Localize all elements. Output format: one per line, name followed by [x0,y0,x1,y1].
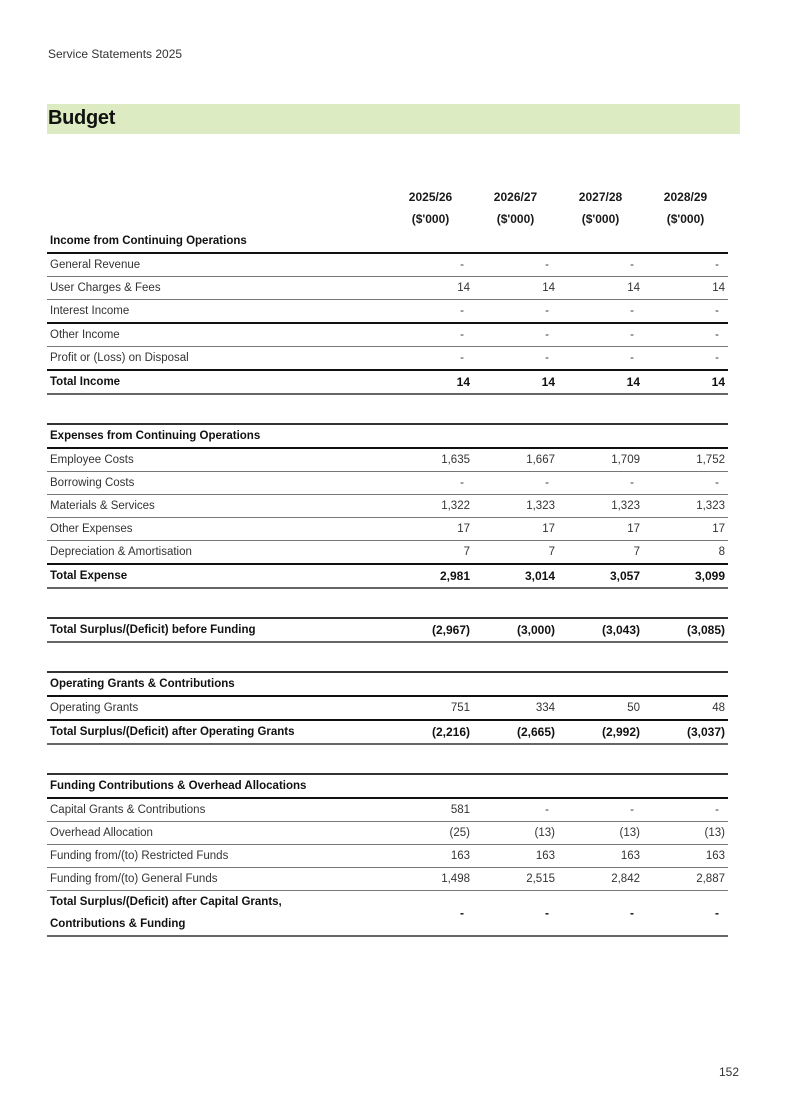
section-heading-income [47,230,728,253]
row-label: Funding from/(to) Restricted Funds [47,845,388,868]
cell-value: 1,667 [473,448,558,472]
cell-value: - [643,798,728,822]
cell-value: - [643,253,728,277]
cell-value: 14 [473,370,558,394]
table-row [47,472,728,495]
section-heading-label: Operating Grants & Contributions [47,672,728,696]
cell-value: 1,323 [473,495,558,518]
row-label: Interest Income [47,300,388,324]
row-label: General Revenue [47,253,388,277]
cell-value: - [643,891,728,937]
cell-value: 7 [388,541,473,565]
section-heading-label: Funding Contributions & Overhead Allocations [47,774,728,798]
cell-value: 1,323 [558,495,643,518]
cell-value: 581 [388,798,473,822]
row-label: Total Income [47,370,388,394]
cell-value: 163 [643,845,728,868]
cell-value: 163 [473,845,558,868]
cell-value: 17 [473,518,558,541]
cell-value: 2,842 [558,868,643,891]
row-label: Overhead Allocation [47,822,388,845]
cell-value: - [558,347,643,371]
cell-value: - [643,300,728,324]
column-header-2028-29 [643,186,728,230]
total-row-income [47,370,728,394]
table-row [47,253,728,277]
table-row [47,868,728,891]
cell-value: (25) [388,822,473,845]
row-label: Materials & Services [47,495,388,518]
cell-value: - [558,472,643,495]
row-label: Total Surplus/(Deficit) after Operating Grants [47,720,388,744]
cell-value: 17 [643,518,728,541]
cell-value: (2,967) [388,618,473,642]
row-label-line-1: Total Surplus/(Deficit) after Capital Grants, [50,896,282,908]
cell-value: 14 [643,370,728,394]
row-label: Capital Grants & Contributions [47,798,388,822]
cell-value: (3,000) [473,618,558,642]
cell-value: - [473,347,558,371]
cell-value: 2,981 [388,564,473,588]
row-label [47,891,388,937]
row-label: Operating Grants [47,696,388,720]
row-label: Employee Costs [47,448,388,472]
section-heading-label: Expenses from Continuing Operations [47,424,728,448]
column-unit: ($'000) [496,212,535,226]
cell-value: 1,635 [388,448,473,472]
row-label: Funding from/(to) General Funds [47,868,388,891]
cell-value: - [473,891,558,937]
cell-value: 1,709 [558,448,643,472]
cell-value: (13) [473,822,558,845]
cell-value: 1,323 [643,495,728,518]
cell-value: (13) [558,822,643,845]
cell-value: - [558,891,643,937]
cell-value: 2,887 [643,868,728,891]
table-row [47,541,728,565]
cell-value: (2,665) [473,720,558,744]
row-label: Total Surplus/(Deficit) before Funding [47,618,388,642]
cell-value: - [473,472,558,495]
column-year: 2027/28 [578,190,623,204]
cell-value: (2,992) [558,720,643,744]
cell-value: 2,515 [473,868,558,891]
spacer-row [47,744,728,774]
cell-value: 14 [643,277,728,300]
table-row [47,347,728,371]
spacer [47,642,728,672]
cell-value: - [473,300,558,324]
cell-value: (3,085) [643,618,728,642]
cell-value: 50 [558,696,643,720]
section-heading-operating-grants [47,672,728,696]
table-row [47,448,728,472]
cell-value: - [643,323,728,347]
section-heading-expenses [47,424,728,448]
column-unit: ($'000) [411,212,450,226]
cell-value: - [388,253,473,277]
page-number: 152 [719,1065,740,1079]
table-row [47,822,728,845]
table-row [47,518,728,541]
cell-value: (3,043) [558,618,643,642]
row-label: Profit or (Loss) on Disposal [47,347,388,371]
column-header-row [47,186,728,230]
cell-value: - [558,300,643,324]
total-row-after-capital-grants [47,891,728,937]
cell-value: 163 [388,845,473,868]
cell-value: 3,099 [643,564,728,588]
cell-value: 17 [558,518,643,541]
cell-value: - [473,253,558,277]
total-row-surplus-before-funding [47,618,728,642]
column-header-2025-26 [388,186,473,230]
total-row-after-operating-grants [47,720,728,744]
table-row [47,277,728,300]
cell-value: 1,322 [388,495,473,518]
spacer [47,588,728,618]
cell-value: 14 [473,277,558,300]
spacer-row [47,642,728,672]
table-row [47,495,728,518]
total-row-expense [47,564,728,588]
cell-value: 14 [558,370,643,394]
column-year: 2026/27 [493,190,538,204]
page-title: Budget [48,107,116,129]
row-label: Depreciation & Amortisation [47,541,388,565]
cell-value: (3,037) [643,720,728,744]
cell-value: 8 [643,541,728,565]
cell-value: 3,057 [558,564,643,588]
cell-value: - [558,798,643,822]
cell-value: - [388,323,473,347]
cell-value: 751 [388,696,473,720]
cell-value: 1,752 [643,448,728,472]
column-header-2027-28 [558,186,643,230]
cell-value: 334 [473,696,558,720]
budget-table [47,186,728,937]
table-row [47,696,728,720]
cell-value: 163 [558,845,643,868]
cell-value: - [643,347,728,371]
cell-value: (13) [643,822,728,845]
cell-value: 7 [473,541,558,565]
cell-value: - [558,253,643,277]
table-row [47,323,728,347]
column-unit: ($'000) [581,212,620,226]
column-unit: ($'000) [666,212,705,226]
spacer-row [47,588,728,618]
cell-value: 1,498 [388,868,473,891]
cell-value: 17 [388,518,473,541]
cell-value: - [558,323,643,347]
cell-value: 14 [388,277,473,300]
cell-value: 14 [558,277,643,300]
cell-value: 48 [643,696,728,720]
cell-value: 7 [558,541,643,565]
table-row [47,300,728,324]
cell-value: - [643,472,728,495]
spacer [47,744,728,774]
cell-value: 14 [388,370,473,394]
cell-value: - [473,323,558,347]
row-label: Other Income [47,323,388,347]
column-header-blank [47,186,388,230]
section-heading-funding [47,774,728,798]
table-row [47,798,728,822]
cell-value: - [388,347,473,371]
spacer [47,394,728,424]
cell-value: - [473,798,558,822]
row-label: User Charges & Fees [47,277,388,300]
row-label: Borrowing Costs [47,472,388,495]
section-title-bar [47,104,740,134]
row-label: Other Expenses [47,518,388,541]
cell-value: 3,014 [473,564,558,588]
cell-value: - [388,891,473,937]
cell-value: (2,216) [388,720,473,744]
row-label-line-2: Contributions & Funding [50,918,186,930]
row-label: Total Expense [47,564,388,588]
running-header: Service Statements 2025 [48,47,183,61]
column-year: 2025/26 [408,190,453,204]
spacer-row [47,394,728,424]
section-heading-label: Income from Continuing Operations [47,230,728,253]
column-year: 2028/29 [663,190,708,204]
table-row [47,845,728,868]
cell-value: - [388,300,473,324]
column-header-2026-27 [473,186,558,230]
cell-value: - [388,472,473,495]
